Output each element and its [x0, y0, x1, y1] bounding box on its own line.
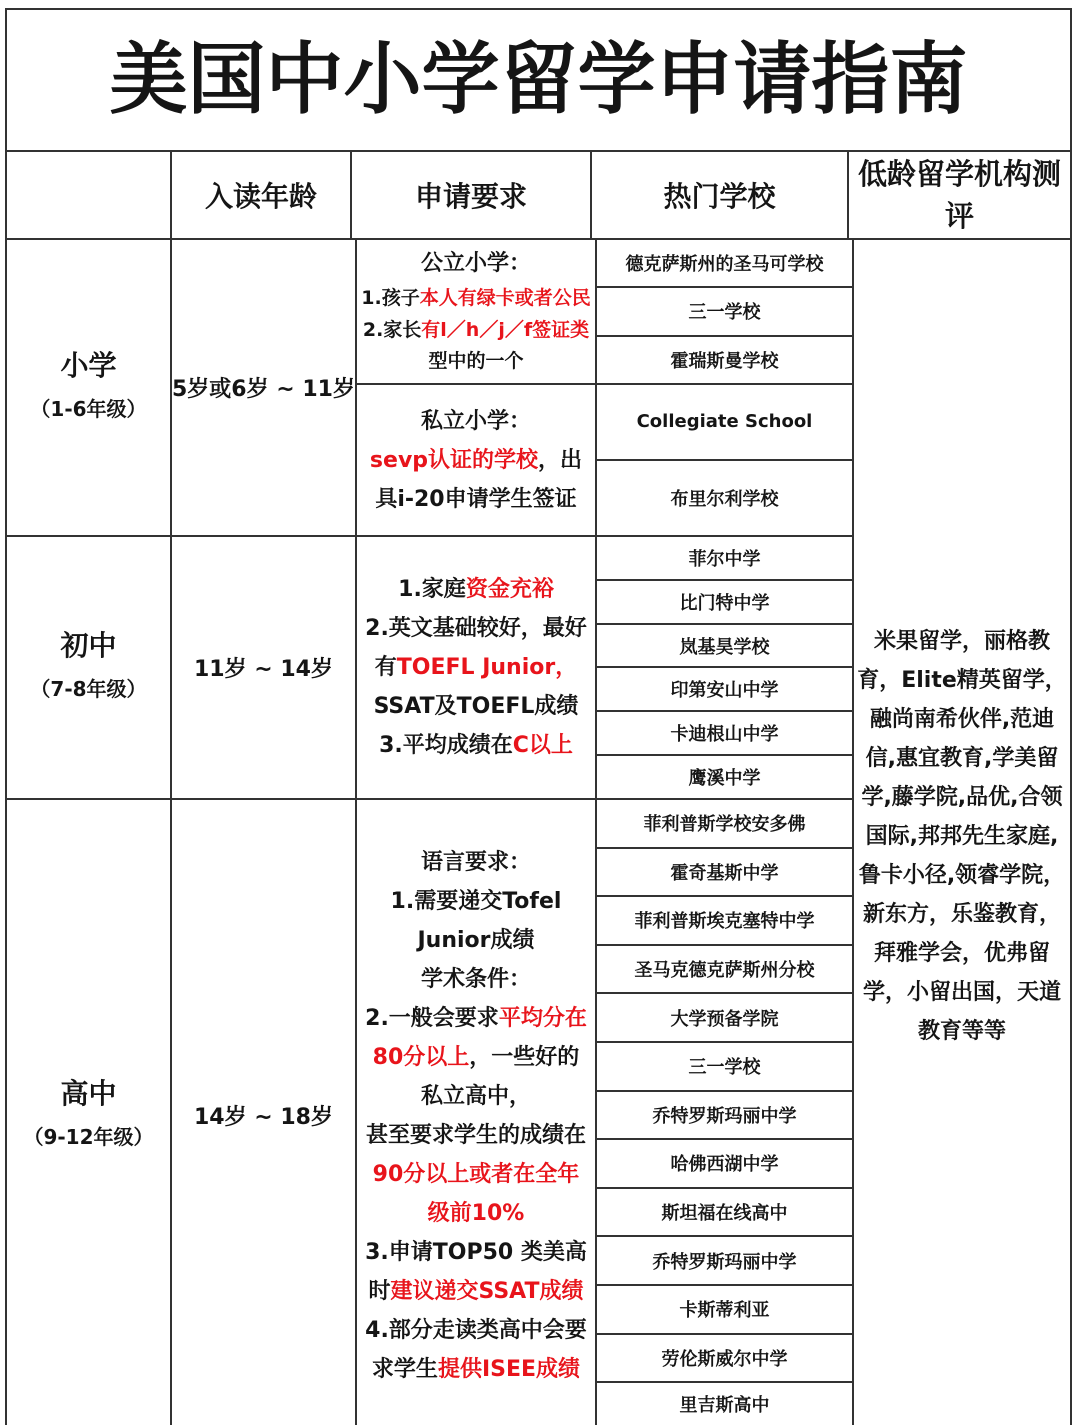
requirement-line — [391, 882, 562, 921]
page-title: 美国中小学留学申请指南 — [109, 35, 968, 125]
requirement-block — [357, 240, 595, 385]
agency-list-line: 教育等等 — [917, 1018, 1006, 1044]
requirement-text: 3.申请TOP50 类美高 — [365, 1239, 587, 1265]
age-range: 14岁 ~ 18岁 — [194, 1105, 333, 1130]
requirement-line — [375, 648, 577, 687]
school-name: 斯坦福在线高中 — [661, 1203, 788, 1225]
school-name: 岚基昊学校 — [679, 636, 770, 658]
requirement-highlight: 级前10% — [427, 1200, 525, 1226]
requirement-text: 4.部分走读类高中会要 — [365, 1317, 587, 1343]
requirement-text: 1.家庭 — [398, 577, 466, 602]
school-cell — [597, 800, 852, 849]
header-requirements: 申请要求 — [352, 152, 592, 238]
agency-list-line: 融尚南希伙伴,范迪 — [869, 706, 1055, 732]
school-cell — [597, 288, 852, 336]
school-cell — [597, 1140, 852, 1189]
school-name: 菲尔中学 — [688, 548, 761, 570]
requirement-text: SSAT及TOEFL成绩 — [373, 694, 579, 719]
requirement-line — [372, 1350, 580, 1389]
level-column — [7, 240, 172, 1425]
header-agencies-label: 低龄留学机构测评 — [857, 157, 1061, 233]
school-name: 霍奇基斯中学 — [670, 862, 779, 884]
requirement-line — [421, 1077, 531, 1116]
agencies-cell — [854, 240, 1070, 1425]
school-group — [597, 537, 852, 800]
school-cell — [597, 385, 852, 461]
requirement-text: 2.英文基础较好，最好 — [365, 616, 587, 641]
requirement-text: ，一些好的 — [469, 1044, 580, 1070]
school-cell — [597, 1043, 852, 1092]
school-cell — [597, 461, 852, 535]
school-group — [597, 240, 852, 537]
school-cell — [597, 756, 852, 798]
requirement-text: 求学生 — [371, 1356, 438, 1382]
requirement-text: 时 — [368, 1278, 391, 1304]
requirement-line — [421, 402, 531, 441]
agency-list-line: 学,藤学院,品优,合领 — [861, 784, 1063, 810]
requirement-line — [421, 843, 531, 882]
grade-range: （1-6年级） — [30, 396, 147, 421]
requirement-text: 2.家长 — [362, 318, 422, 341]
agency-list-line: 鲁卡小径,领睿学院， — [858, 862, 1066, 888]
school-name: 乔特罗斯玛丽中学 — [652, 1105, 797, 1127]
requirement-line — [374, 687, 579, 726]
school-cell — [597, 537, 852, 581]
requirement-highlight: sevp认证的学校 — [369, 447, 539, 473]
requirement-text: 有 — [374, 655, 397, 680]
requirement-highlight: 有l／h／j／f签证类 — [421, 318, 590, 341]
requirement-text: 3.平均成绩在 — [379, 733, 513, 758]
requirement-text: 私立高中， — [420, 1083, 531, 1109]
school-cell — [597, 1092, 852, 1141]
school-name: 印第安山中学 — [670, 680, 779, 702]
school-name: 大学预备学院 — [670, 1008, 779, 1030]
requirement-line — [365, 999, 587, 1038]
age-cell — [172, 240, 355, 537]
requirement-line — [398, 570, 554, 609]
school-cell — [597, 1189, 852, 1238]
requirement-text: Junior成绩 — [417, 927, 535, 953]
header-corner — [7, 152, 172, 238]
requirement-line — [373, 1038, 580, 1077]
school-cell — [597, 240, 852, 288]
level-name: 初中 — [60, 628, 117, 662]
level-name: 小学 — [60, 348, 117, 382]
header-schools: 热门学校 — [592, 152, 849, 238]
school-name: 圣马克德克萨斯州分校 — [634, 960, 815, 982]
requirement-highlight: 建议递交SSAT成绩 — [390, 1278, 584, 1304]
requirement-line — [417, 921, 534, 960]
requirement-block — [357, 385, 595, 537]
header-agencies — [849, 152, 1070, 238]
agency-list-line: 育，Elite精英留学， — [857, 667, 1067, 693]
school-name: 鹰溪中学 — [688, 768, 761, 790]
requirement-highlight: 资金充裕 — [465, 577, 554, 602]
agency-list-line: 国际,邦邦先生家庭, — [865, 823, 1059, 849]
title-row — [7, 10, 1070, 152]
requirement-text: 学术条件： — [420, 966, 531, 992]
requirement-line — [365, 1233, 587, 1272]
requirement-line — [375, 480, 576, 519]
school-name: 卡迪根山中学 — [670, 724, 779, 746]
agency-list-line: 学，小留出国，天道 — [862, 979, 1061, 1005]
requirement-text: 1.孩子 — [361, 287, 420, 310]
requirement-highlight: 90分以上或者在全年 — [372, 1161, 580, 1187]
age-column — [172, 240, 357, 1425]
requirement-text: 2.一般会要求 — [365, 1005, 499, 1031]
school-group — [597, 800, 852, 1425]
header-row — [7, 152, 1070, 240]
level-name: 高中 — [60, 1076, 117, 1110]
school-cell — [597, 897, 852, 946]
requirement-text: 语言要求： — [420, 849, 531, 875]
requirement-highlight: 平均分在 — [498, 1005, 587, 1031]
grade-range: （9-12年级） — [23, 1124, 154, 1149]
agency-list-line: 新东方，乐鉴教育， — [862, 901, 1061, 927]
school-cell — [597, 946, 852, 995]
requirement-highlight: TOEFL Junior， — [396, 655, 578, 680]
level-cell — [7, 800, 170, 1425]
school-cell — [597, 712, 852, 756]
school-cell — [597, 668, 852, 712]
school-cell — [597, 625, 852, 669]
requirement-line — [361, 283, 590, 315]
requirement-block — [357, 800, 595, 1425]
requirement-line — [421, 960, 531, 999]
grade-range: （7-8年级） — [30, 676, 147, 701]
requirement-text: 具i-20申请学生签证 — [375, 486, 577, 512]
requirement-text: 公立小学： — [420, 251, 531, 277]
school-name: 三一学校 — [688, 302, 761, 324]
requirement-line — [363, 315, 589, 347]
school-cell — [597, 1383, 852, 1425]
school-name: 霍瑞斯曼学校 — [670, 350, 779, 372]
school-cell — [597, 1286, 852, 1335]
school-cell — [597, 1237, 852, 1286]
age-cell — [172, 537, 355, 800]
school-name: 哈佛西湖中学 — [670, 1154, 779, 1176]
requirement-line — [366, 1116, 586, 1155]
requirements-column — [357, 240, 597, 1425]
guide-table — [5, 8, 1072, 1425]
schools-column — [597, 240, 854, 1425]
requirement-line — [370, 441, 582, 480]
school-cell — [597, 581, 852, 625]
agency-list-line: 信,惠宜教育,学美留 — [865, 745, 1059, 771]
agency-list-line: 米果留学，丽格教 — [873, 628, 1050, 654]
school-cell — [597, 1335, 852, 1384]
requirement-text: 私立小学： — [420, 408, 531, 434]
school-name: 乔特罗斯玛丽中学 — [652, 1251, 797, 1273]
requirement-line — [365, 609, 587, 648]
school-name: 劳伦斯威尔中学 — [661, 1348, 788, 1370]
requirement-line — [365, 1311, 587, 1350]
agencies-column — [854, 240, 1070, 1425]
header-age: 入读年龄 — [172, 152, 352, 238]
school-name: 比门特中学 — [679, 592, 770, 614]
requirement-text: ，出 — [538, 447, 583, 473]
school-name: 卡斯蒂利亚 — [679, 1300, 770, 1322]
requirement-block — [357, 537, 595, 800]
school-name: 菲利普斯埃克塞特中学 — [634, 911, 815, 933]
school-name: 布里尔利学校 — [670, 488, 779, 510]
requirement-highlight: 本人有绿卡或者公民 — [419, 287, 591, 310]
school-name: 德克萨斯州的圣马可学校 — [625, 254, 824, 276]
school-name: 三一学校 — [688, 1057, 761, 1079]
requirement-line — [428, 1194, 525, 1233]
requirement-line — [428, 346, 523, 378]
requirement-line — [421, 245, 531, 283]
requirement-text: 型中的一个 — [428, 350, 524, 373]
school-cell — [597, 994, 852, 1043]
requirement-line — [373, 1155, 580, 1194]
requirement-line — [379, 726, 573, 765]
level-cell — [7, 537, 170, 800]
school-name: 里吉斯高中 — [679, 1395, 770, 1417]
table-body — [7, 240, 1070, 1425]
school-cell — [597, 337, 852, 385]
age-cell — [172, 800, 355, 1425]
school-name: 菲利普斯学校安多佛 — [643, 814, 806, 836]
requirement-highlight: 80分以上 — [372, 1044, 470, 1070]
agency-list-line: 拜雅学会，优弗留 — [873, 940, 1050, 966]
level-cell — [7, 240, 170, 537]
requirement-highlight: C以上 — [512, 733, 573, 758]
requirement-line — [368, 1272, 583, 1311]
school-name: Collegiate School — [636, 411, 813, 433]
requirement-highlight: 提供ISEE成绩 — [437, 1356, 581, 1382]
requirement-text: 甚至要求学生的成绩在 — [365, 1122, 586, 1148]
age-range: 5岁或6岁 ~ 11岁 — [172, 377, 355, 402]
age-range: 11岁 ~ 14岁 — [194, 657, 333, 682]
school-cell — [597, 849, 852, 898]
requirement-text: 1.需要递交Tofel — [390, 888, 562, 914]
